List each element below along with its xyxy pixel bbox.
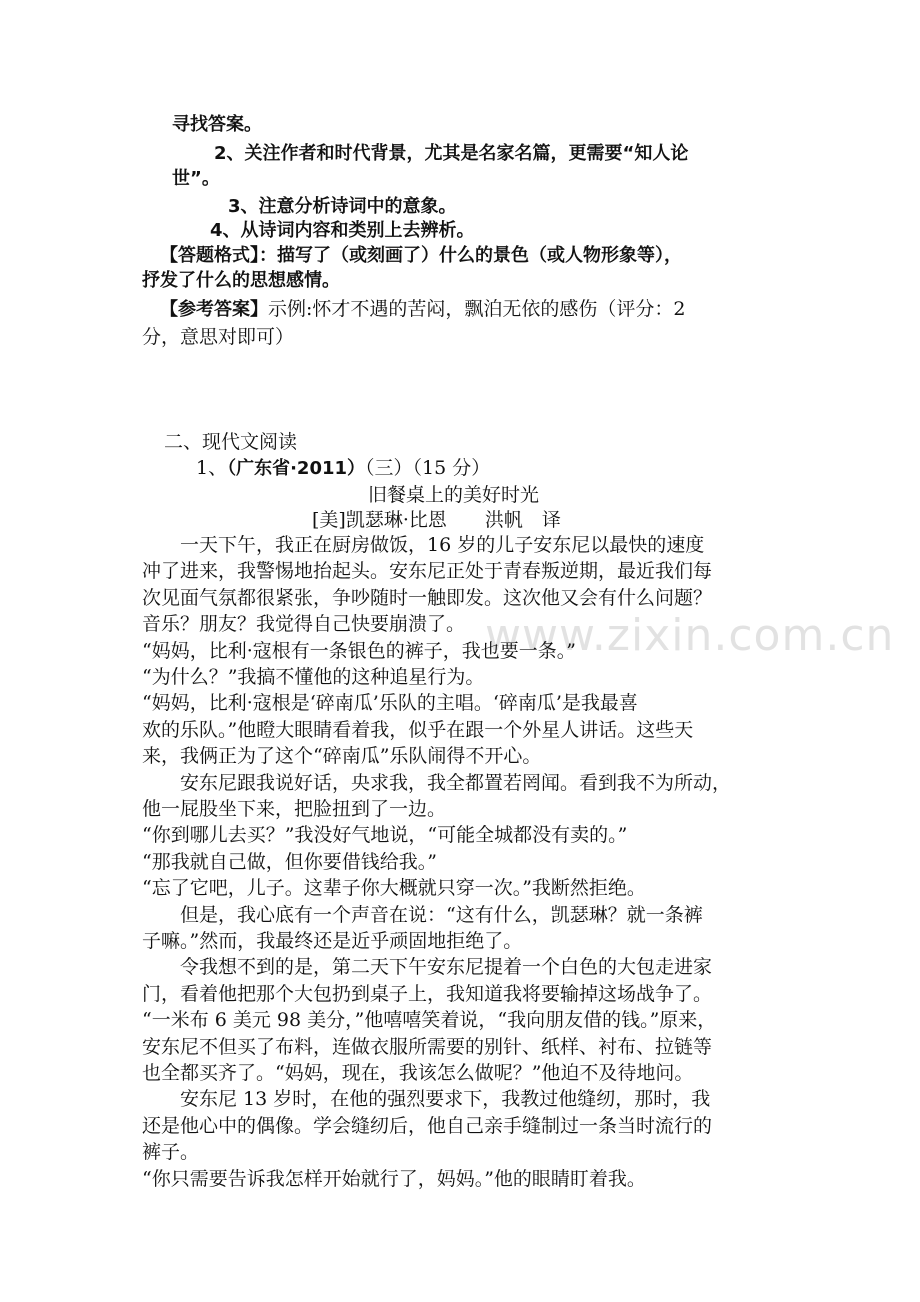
article-paragraph-line: 安东尼不但买了布料，连做衣服所需要的别针、纸样、衬布、拉链等 bbox=[142, 1035, 713, 1058]
watermark: www.zixin.com.cn bbox=[485, 610, 895, 661]
article-byline: [美]凯瑟琳·比恩 洪帆 译 bbox=[312, 509, 561, 531]
tip-line-2: 2、关注作者和时代背景，尤其是名家名篇，更需要“知人论 bbox=[214, 143, 689, 164]
article-paragraph-line: 次见面气氛都很紧张，争吵随时一触即发。这次他又会有什么问题？ bbox=[142, 586, 713, 609]
reference-answer-line-2: 分，意思对即可） bbox=[142, 326, 295, 348]
question-number: 1、 bbox=[196, 457, 228, 479]
article-paragraph-line: “你到哪儿去买？”我没好气地说，“可能全城都没有卖的。” bbox=[142, 824, 628, 847]
article-paragraph-line: 也全都买齐了。“妈妈，现在，我该怎么做呢？”他迫不及待地问。 bbox=[142, 1062, 694, 1084]
article-paragraph-line: 冲了进来，我警惕地抬起头。安东尼正处于青春叛逆期，最近我们每 bbox=[142, 560, 713, 583]
section-heading: 二、现代文阅读 bbox=[164, 431, 298, 453]
article-paragraph-line: 来，我俩正为了这个“碎南瓜”乐队闹得不开心。 bbox=[142, 745, 542, 768]
question-heading bbox=[196, 455, 490, 482]
tip-line-1: 寻找答案。 bbox=[172, 114, 262, 135]
article-paragraph-line: “为什么？”我搞不懂他的这种追星行为。 bbox=[142, 666, 485, 688]
article-paragraph-line: 还是他心中的偶像。学会缝纫后，他自己亲手缝制过一条当时流行的 bbox=[142, 1114, 713, 1137]
answer-format-line-2: 抒发了什么的思想感情。 bbox=[142, 270, 340, 291]
article-paragraph-line: 裤子。 bbox=[142, 1141, 200, 1164]
article-paragraph-line: “妈妈，比利·寇根有一条银色的裤子，我也要一条。” bbox=[142, 639, 576, 662]
article-paragraph-line: 安东尼跟我说好话，央求我，我全都置若罔闻。看到我不为所动， bbox=[180, 771, 732, 794]
article-title: 旧餐桌上的美好时光 bbox=[368, 484, 540, 506]
article-paragraph-line: “妈妈，比利·寇根是‘碎南瓜’乐队的主唱。‘碎南瓜’是我最喜 bbox=[142, 692, 638, 715]
article-paragraph-line: 他一屁股坐下来，把脸扭到了一边。 bbox=[142, 798, 447, 820]
article-paragraph-line: 门，看着他把那个大包扔到桌子上，我知道我将要输掉这场战争了。 bbox=[142, 982, 713, 1005]
article-paragraph-line: “那我就自己做，但你要借钱给我。” bbox=[142, 850, 437, 873]
reference-answer-text: 示例:怀才不遇的苦闷，飘泊无依的感伤（评分：2 bbox=[268, 298, 686, 320]
article-paragraph-line: 音乐？朋友？我觉得自己快要崩溃了。 bbox=[142, 613, 466, 636]
question-source: （广东省·2011） bbox=[227, 458, 366, 479]
article-paragraph-line: 一天下午，我正在厨房做饭，16 岁的儿子安东尼以最快的速度 bbox=[180, 534, 705, 556]
article-paragraph-line: 令我想不到的是，第二天下午安东尼提着一个白色的大包走进家 bbox=[180, 956, 713, 979]
article-paragraph-line: “忘了它吧，儿子。这辈子你大概就只穿一次。”我断然拒绝。 bbox=[142, 877, 646, 900]
reference-answer-label: 【参考答案】 bbox=[160, 299, 268, 320]
article-paragraph-line: 安东尼 13 岁时，在他的强烈要求下，我教过他缝纫，那时，我 bbox=[180, 1088, 711, 1111]
question-points: （三）（15 分） bbox=[365, 457, 491, 479]
article-paragraph-line: “你只需要告诉我怎样开始就行了，妈妈。”他的眼睛盯着我。 bbox=[142, 1167, 646, 1190]
answer-format-line-1: 【答题格式】：描写了（或刻画了）什么的景色（或人物形象等）， bbox=[160, 245, 682, 266]
article-paragraph-line: 子嘛。”然而，我最终还是近乎顽固地拒绝了。 bbox=[142, 930, 523, 952]
reference-answer-line-1 bbox=[160, 296, 686, 323]
article-paragraph-line: 但是，我心底有一个声音在说：“这有什么，凯瑟琳？就一条裤 bbox=[180, 903, 703, 926]
tip-line-3: 世”。 bbox=[172, 168, 220, 189]
tip-line-5: 4、从诗词内容和类别上去辨析。 bbox=[210, 220, 475, 241]
article-paragraph-line: 欢的乐队。”他瞪大眼睛看着我，似乎在跟一个外星人讲话。这些天 bbox=[142, 718, 694, 741]
tip-line-4: 3、注意分析诗词中的意象。 bbox=[228, 196, 457, 217]
article-paragraph-line: “一米布 6 美元 98 美分，”他嘻嘻笑着说，“我向朋友借的钱。”原来， bbox=[142, 1009, 717, 1032]
